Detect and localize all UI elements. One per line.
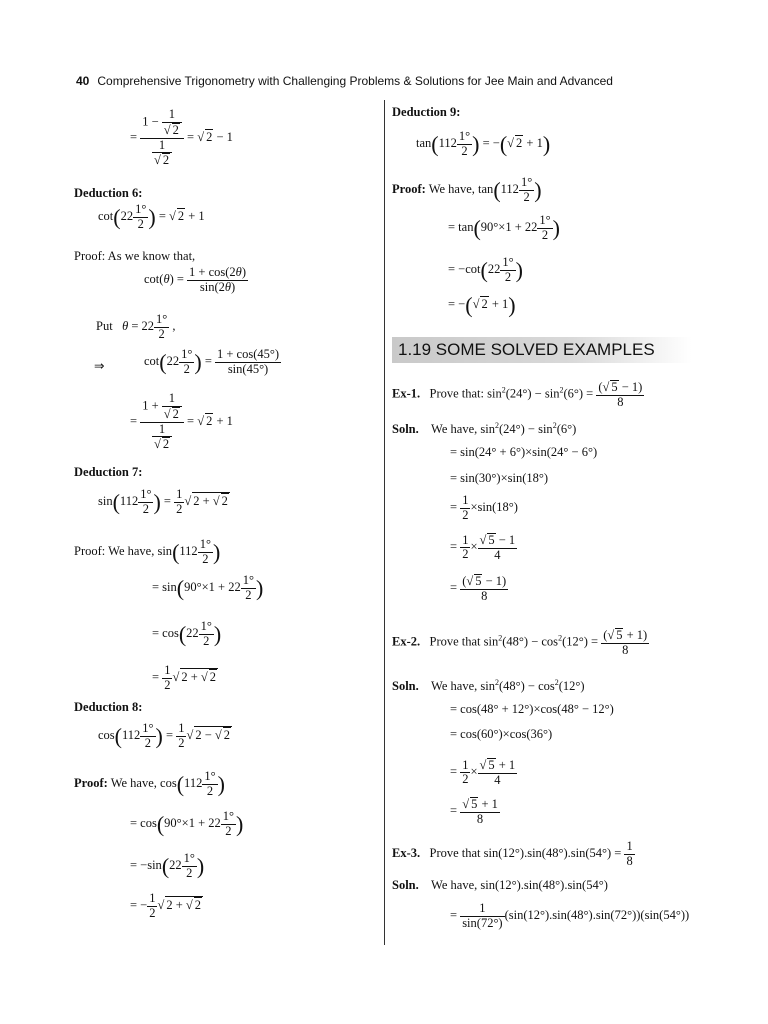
- eq-d8-step3: = − $\frac{1}{2}$ √ 2 + √ 2: [130, 892, 203, 921]
- ex3-step1-tail: (sin(12°).sin(48°).sin(72°))(sin(54°)): [504, 908, 690, 923]
- ex3-soln-label: Soln.: [392, 878, 419, 892]
- we-have-label-8: We have,: [110, 776, 157, 791]
- ex3-statement: Ex-3. Prove that sin(12°).sin(48°).sin(54°) = $\frac{1}{8}$: [392, 839, 633, 868]
- ex2-step1: = cos(48° + 12°)×cos(48° − 12°): [450, 702, 614, 716]
- column-divider: [384, 100, 385, 945]
- deduction-6-title: Deduction 6:: [74, 186, 143, 200]
- ex2-step3: = $\frac{1}{2}$ × √ $\frac{5 + 1}{4}$: [450, 758, 517, 788]
- ex2-step4: = √ $\frac{5 + 1}{8}$: [450, 797, 500, 827]
- ex1-step5: = $\frac{(√ 5 - 1)}{8}$: [450, 574, 508, 604]
- implies-symbol: ⇒: [94, 359, 105, 373]
- ex1-we-have: We have,: [431, 422, 478, 437]
- eq-cot-substituted: cot(22 $\frac{1^\circ}{2}$ ) = $\frac{1 + \cos(45^\circ)}{\sin(45^\circ)}$: [144, 347, 280, 376]
- ex3-step1: = $\frac{1}{\sin(72^\circ)}$ (sin(12°).sin(48°).sin(72°))(sin(54°)): [450, 901, 690, 930]
- eq-d9-step3: = −(√ 2 + 1): [448, 296, 516, 314]
- eq-deduction-6: cot(22 $\frac{1^\circ}{2}$ ) = √ 2 + 1: [98, 203, 205, 232]
- ex1-step2: = sin(30°)×sin(18°): [450, 471, 549, 485]
- put-label: Put: [96, 319, 113, 334]
- ex3-soln-lhs: sin(12°).sin(48°).sin(54°): [480, 878, 608, 892]
- deduction-9-title: Deduction 9:: [392, 105, 461, 119]
- eq-d7-step3: = $\frac{1}{2}$ √ 2 + √ 2: [152, 664, 218, 693]
- ex3-prove-text: Prove that: [429, 846, 481, 861]
- eq-deduction-9: tan(112 $\frac{1^\circ}{2}$ ) = −(√ 2 + 1): [416, 130, 550, 159]
- ex2-solution-start: Soln. We have, $\sin^2(48^\circ) - \cos^2(12^\circ)$: [392, 678, 585, 694]
- proof-label-8: Proof:: [74, 776, 108, 791]
- ex1-soln-label: Soln.: [392, 422, 419, 437]
- eq-d9-step1: = tan(90°×1 + 22 $\frac{1^\circ}{2}$ ): [448, 213, 560, 242]
- ex1-statement: Ex-1. Prove that: $\sin^2(24^\circ) - \sin^2(6^\circ)$ = $\frac{(√ 5 - 1)}{8}$: [392, 380, 644, 410]
- ex1-label: Ex-1.: [392, 386, 421, 401]
- eq-left-top: = 1 − 1 √ 2 1 √ 2 = √ 2 − 1: [130, 108, 233, 168]
- put-line: Put θ = 22 $\frac{1^\circ}{2}$ ,: [96, 312, 176, 341]
- ex2-prove-text: Prove that: [429, 634, 481, 649]
- running-header: [76, 74, 613, 88]
- ex1-solution-start: Soln. We have, $\sin^2(24^\circ) - \sin^2(6^\circ)$: [392, 421, 577, 437]
- proof-we-have-8: Proof: We have, cos(112 $\frac{1^\circ}{2}$ ): [74, 769, 225, 798]
- ex2-step2: = cos(60°)×cos(36°): [450, 727, 553, 741]
- ex1-step3: = $\frac{1}{2}$ ×sin(18°): [450, 493, 518, 522]
- ex2-we-have: We have,: [431, 679, 478, 694]
- ex3-solution-start: [392, 878, 608, 893]
- eq-cot-result: = 1 + 1 √ 2 1 √ 2 = √ 2 + 1: [130, 392, 233, 452]
- eq-d7-step2: = cos(22 $\frac{1^\circ}{2}$ ): [152, 619, 222, 648]
- eq-cot-identity: cot(θ) = $\frac{1 + \cos(2\theta)}{\sin(2\theta)}$: [144, 265, 246, 294]
- ex1-step4: = $\frac{1}{2}$ × √ $\frac{5 - 1}{4}$: [450, 533, 517, 563]
- ex2-statement: Ex-2. Prove that $\sin^2(48^\circ) - \cos^2(12^\circ)$ = $\frac{(√ 5 + 1)}{8}$: [392, 628, 649, 658]
- ex3-lhs: sin(12°).sin(48°).sin(54°): [483, 846, 612, 861]
- ex1-prove-text: Prove that:: [429, 386, 485, 401]
- ex2-label: Ex-2.: [392, 634, 421, 649]
- book-title: Comprehensive Trigonometry with Challenging Problems & Solutions for Jee Main and Advanced: [97, 74, 613, 88]
- eq-deduction-7: sin(112 $\frac{1^\circ}{2}$ ) = $\frac{1}{2}$ √ 2 + √ 2: [98, 488, 230, 517]
- deduction-8-title: Deduction 8:: [74, 700, 143, 714]
- section-heading: 1.19 SOME SOLVED EXAMPLES: [392, 337, 692, 363]
- proof-we-have-label: Proof: We have,: [74, 544, 155, 559]
- eq-d9-step2: = −cot(22 $\frac{1^\circ}{2}$ ): [448, 255, 523, 284]
- ex2-soln-label: Soln.: [392, 679, 419, 694]
- proof-we-have-9: Proof: We have, tan(112 $\frac{1^\circ}{2}$ ): [392, 175, 542, 204]
- eq-d8-step1: = cos(90°×1 + 22 $\frac{1^\circ}{2}$ ): [130, 809, 244, 838]
- proof-label-9: Proof:: [392, 182, 426, 197]
- ex3-we-have: We have,: [431, 878, 478, 892]
- eq-d7-step1: = sin(90°×1 + 22 $\frac{1^\circ}{2}$ ): [152, 573, 264, 602]
- ex3-label: Ex-3.: [392, 846, 421, 861]
- ex1-step1: = sin(24° + 6°)×sin(24° − 6°): [450, 445, 598, 459]
- deduction-7-title: Deduction 7:: [74, 465, 143, 479]
- we-have-label-9: We have,: [428, 182, 475, 197]
- eq-deduction-8: cos(112 $\frac{1^\circ}{2}$ ) = $\frac{1}{2}$ √ 2 − √ 2: [98, 722, 232, 751]
- eq-d8-step2: = −sin(22 $\frac{1^\circ}{2}$ ): [130, 851, 205, 880]
- page-number: 40: [76, 74, 90, 88]
- proof-as-we-know: Proof: As we know that,: [74, 249, 196, 263]
- proof-we-have-7: Proof: We have, sin(112 $\frac{1^\circ}{2}$ ): [74, 537, 221, 566]
